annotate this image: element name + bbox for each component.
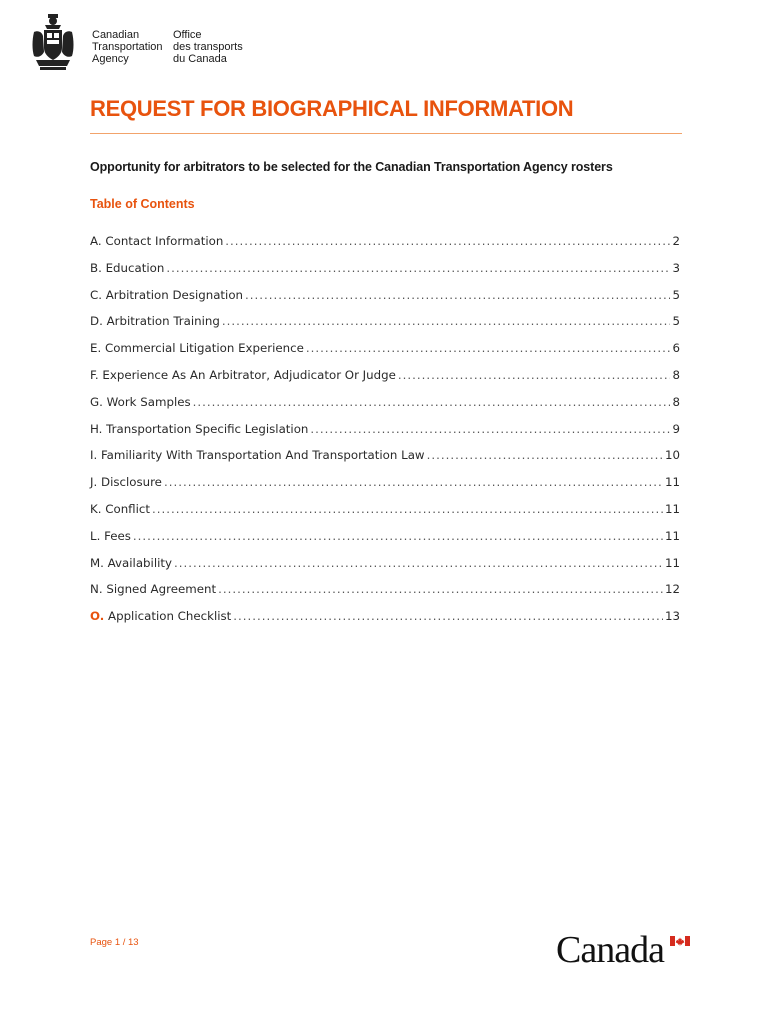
toc-entry[interactable] [90, 556, 680, 583]
toc-entry-page: 6 [672, 341, 680, 356]
toc-entry-page: 5 [672, 287, 680, 302]
toc-entry-label: G. Work Samples [90, 394, 191, 409]
toc-leader [233, 609, 663, 623]
toc-entry-page: 12 [664, 582, 680, 597]
canada-wordmark [556, 930, 692, 974]
toc-leader [225, 234, 670, 248]
document-subtitle: Opportunity for arbitrators to be selected for the Canadian Transportation Agency rosters [90, 160, 613, 174]
toc-entry-page: 10 [664, 448, 680, 463]
document-title: REQUEST FOR BIOGRAPHICAL INFORMATION [90, 96, 574, 121]
toc-entry-page: 8 [672, 367, 680, 382]
toc-entry[interactable] [90, 288, 680, 315]
toc-leader [218, 582, 663, 596]
toc-entry-page: 2 [672, 234, 680, 248]
toc-entry[interactable] [90, 609, 680, 636]
toc-entry-page: 11 [664, 555, 680, 570]
toc-entry[interactable] [90, 475, 680, 502]
toc-entry-label: D. Arbitration Training [90, 314, 220, 329]
toc-entry[interactable] [90, 341, 680, 368]
toc-leader [174, 556, 663, 570]
toc-entry-page: 3 [672, 260, 680, 275]
toc-entry-label: I. Familiarity With Transportation And Transportation Law [90, 448, 425, 463]
toc-entry[interactable] [90, 368, 680, 395]
toc-leader [166, 261, 670, 275]
toc-leader [398, 368, 671, 382]
toc-entry[interactable] [90, 529, 680, 556]
toc-leader [306, 341, 671, 355]
toc-entry-page: 11 [664, 501, 680, 516]
toc-entry-label: N. Signed Agreement [90, 582, 217, 597]
toc-leader [222, 314, 671, 328]
agency-name-english: Canadian Transportation Agency [92, 29, 163, 65]
toc-entry[interactable] [90, 582, 680, 609]
toc-leader [164, 475, 663, 489]
canada-flag-icon [670, 936, 690, 946]
toc-entry-page: 11 [664, 475, 680, 490]
toc-entry-page: 13 [664, 609, 680, 624]
toc-entry-label: A. Contact Information [90, 234, 224, 248]
toc-entry-letter: O. [90, 609, 105, 624]
toc-entry-label: B. Education [90, 260, 165, 275]
toc-entry-label [90, 609, 231, 623]
toc-entry[interactable] [90, 395, 680, 422]
toc-entry-page: 5 [672, 314, 680, 329]
toc-entry[interactable] [90, 448, 680, 475]
toc-entry-label: C. Arbitration Designation [90, 287, 244, 302]
toc-entry-label: M. Availability [90, 555, 172, 570]
page-number: Page 1 / 13 [90, 937, 139, 948]
toc-entry-label: E. Commercial Litigation Experience [90, 341, 304, 356]
toc-entry-label: F. Experience As An Arbitrator, Adjudicator Or Judge [90, 367, 396, 382]
title-divider [90, 133, 682, 134]
coat-of-arms-icon [28, 12, 78, 74]
toc-entry[interactable] [90, 234, 680, 261]
toc-entry-label-text: Application Checklist [104, 609, 232, 624]
agency-header [28, 12, 288, 74]
toc-entry-page: 11 [664, 528, 680, 543]
toc-leader [427, 448, 663, 462]
toc-entry-label: K. Conflict [90, 501, 150, 516]
toc-leader [133, 529, 663, 543]
toc-heading: Table of Contents [90, 197, 195, 211]
toc-entry-label: L. Fees [90, 528, 131, 543]
toc-entry[interactable] [90, 261, 680, 288]
toc-leader [193, 395, 671, 409]
toc-leader [152, 502, 663, 516]
toc-entry[interactable] [90, 502, 680, 529]
toc-entry[interactable] [90, 422, 680, 449]
table-of-contents [90, 234, 680, 636]
canada-wordmark-text: Canada [556, 929, 664, 971]
toc-leader [245, 288, 670, 302]
toc-leader [310, 422, 670, 436]
toc-entry-page: 8 [672, 394, 680, 409]
toc-entry-label: H. Transportation Specific Legislation [90, 421, 309, 436]
toc-entry-page: 9 [672, 421, 680, 436]
agency-name-french: Office des transports du Canada [173, 29, 243, 65]
toc-entry-label: J. Disclosure [90, 475, 162, 490]
toc-entry[interactable] [90, 314, 680, 341]
